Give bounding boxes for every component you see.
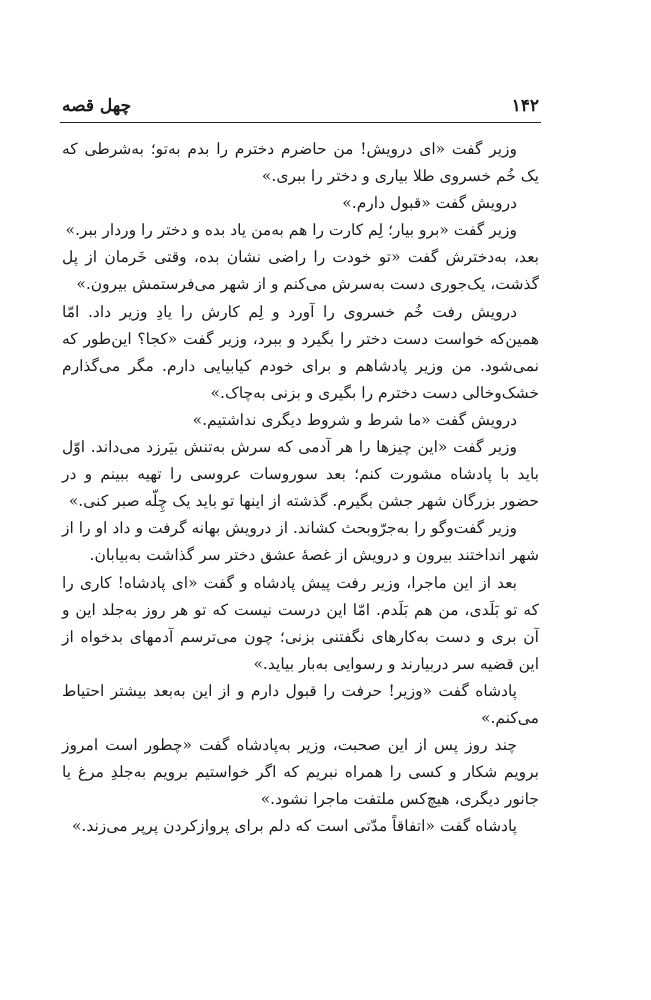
body-text <box>62 136 539 840</box>
paragraph: وزیر گفت «ای درویش! من حاضرم دخترم را بدم به‌تو؛ به‌شرطی که یک خُم خسروی طلا بیاری و دختر را ببری.» <box>62 140 539 186</box>
page-number: ۱۴۲ <box>511 96 539 116</box>
paragraph: وزیر گفت‌وگو را به‌جرّوبحث کشاند. از درویش بهانه گرفت و داد او را از شهر انداختند بیرون و درویش از غصهٔ عشق دختر سر گذاشت به‌بیابان. <box>62 519 539 565</box>
page-header <box>62 94 539 118</box>
paragraph: درویش گفت «قبول دارم.» <box>342 194 517 213</box>
paragraph: چند روز پس از این صحبت، وزیر به‌پادشاه گفت «چطور است امروز برویم شکار و کسی را همراه نبریم که اگر خواستیم برویم به‌جلدِ مرغ یا جانور دیگری، هیچ‌کس ملتفت ماجرا نشود.» <box>62 736 539 809</box>
paragraph: وزیر گفت «برو بیار؛ لِم کارت را هم به‌من یاد بده و دختر را وردار ببر.» <box>65 221 517 240</box>
paragraph: پادشاه گفت «وزیر! حرفت را قبول دارم و از این به‌بعد بیشتر احتیاط می‌کنم.» <box>62 681 539 727</box>
paragraph: پادشاه گفت «اتفاقاً مدّتی است که دلم برای پروازکردن پرپر می‌زند.» <box>71 817 517 836</box>
paragraph: درویش گفت «ما شرط و شروط دیگری نداشتیم.» <box>192 410 517 429</box>
book-title: چهل قصه <box>62 96 132 116</box>
paragraph: بعد از این ماجرا، وزیر رفت پیش پادشاه و گفت «ای پادشاه! کاری را که تو بَلَدی، من هم بَلَدم. امّا این درست نیست که تو هر روز به‌جلد این و آن بری و دست به‌کارهای نگفتنی بزنی؛ چون می‌ترسم آدمهای بدخواه از این قضیه سر دربیارند و رسوایی به‌بار بیاید.» <box>62 573 539 673</box>
paragraph: وزیر گفت «این چیزها را هر آدمی که سرش به‌تنش بیَرزد می‌داند. اوّل باید با پادشاه مشورت کنم؛ بعد سوروسات عروسی را تهیه ببینم و در حضور بزرگان شهر جشن بگیرم. گذشته از اینها تو باید یک چِلّه صبر کنی.» <box>62 438 539 511</box>
paragraph: درویش رفت خُم خسروی را آورد و لِم کارش را یادِ وزیر داد. امّا همین‌که خواست دست دختر را بگیرد و ببرد، وزیر گفت «کجا؟ این‌طور که نمی‌شود. من وزیر پادشاهم و برای خودم کیابیایی دارم. مگر می‌گذارم خشک‌وخالی دست دخترم را بگیری و بزنی به‌چاک.» <box>62 302 539 402</box>
header-rule <box>60 122 541 123</box>
paragraph: بعد، به‌دخترش گفت «تو خودت را راضی نشان بده، وقتی خَرمان از پل گذشت، یک‌جوری دست به‌سرش می‌کنم و از شهر می‌فرستمش بیرون.» <box>62 248 539 294</box>
